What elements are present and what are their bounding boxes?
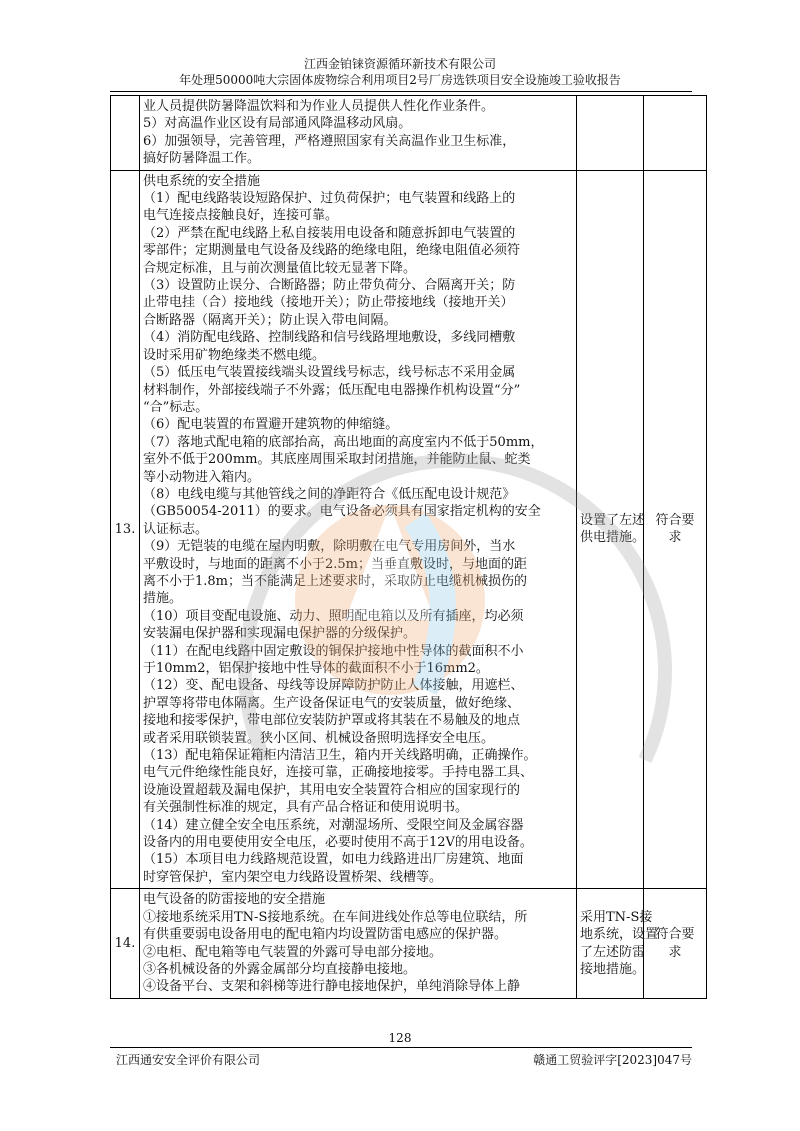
content-line: ①接地系统采用TN-S接地系统。在车间进线处作总等电位联结，所 (143, 909, 528, 925)
content-line: 零部件；定期测量电气设备及线路的绝缘电阻，绝缘电阻值必须符 (143, 243, 521, 259)
conclusion-line: 符合要 (655, 927, 695, 943)
content-line: 业人员提供防暑降温饮料和为作业人员提供人性化作业条件。 (143, 99, 495, 114)
content-line: 室外不低于200mm。其底座周围采取封闭措施，并能防止鼠、蛇类 (143, 452, 531, 468)
content-line: 安装漏电保护器和实现漏电保护器的分级保护。 (143, 626, 417, 642)
row-conclusion (644, 889, 707, 998)
conclusion-line: 求 (668, 944, 682, 960)
content-line: 6）加强领导，完善管理，严格遵照国家有关高温作业卫生标准， (143, 133, 516, 149)
row-result (577, 170, 644, 889)
table-row (111, 96, 707, 171)
content-line: 有供重要弱电设备用电的配电箱内均设置防雷电感应的保护器。 (143, 927, 508, 943)
content-line: （13）配电箱保证箱柜内清洁卫生，箱内开关线路明确，正确操作。 (143, 748, 537, 764)
content-line: （6）配电装置的布置避开建筑物的伸缩缝。 (143, 417, 399, 433)
content-line: （15）本项目电力线路规范设置，如电力线路进出厂房建筑、地面 (143, 852, 524, 868)
content-line: 认证标志。 (143, 521, 209, 537)
content-line: 搞好防暑降温工作。 (143, 151, 261, 167)
result-line: 接地措施。 (580, 961, 646, 977)
content-line: 等小动物进入箱内。 (143, 469, 261, 485)
row-number (111, 96, 140, 171)
content-line: （14）建立健全安全电压系统，对潮湿场所、受限空间及金属容器 (143, 817, 524, 833)
content-line: ②电柜、配电箱等电气装置的外露可导电部分接地。 (143, 944, 443, 960)
content-line: （2）严禁在配电线路上私自接装用电设备和随意拆卸电气装置的 (143, 225, 516, 241)
content-line: （8）电线电缆与其他管线之间的净距符合《低压配电设计规范》 (143, 486, 516, 502)
content-line: 时穿管保护，室内架空电力线路设置桥架、线槽等。 (143, 869, 443, 885)
result-line: 供电措施。 (580, 530, 646, 546)
row-content (140, 889, 577, 998)
header-report-title: 年处理50000吨大宗固体废物综合利用项目2号厂房选铁项目安全设施竣工验收报告 (179, 73, 621, 87)
content-line: （5）低压电气装置接线端头设置线号标志，线号标志不采用金属 (143, 365, 516, 381)
row-content (140, 170, 577, 889)
content-line: “合”标志。 (143, 399, 209, 415)
content-line: （1）配电线路装设短路保护、过负荷保护；电气装置和线路上的 (143, 191, 516, 207)
content-line: 护罩等将带电体隔离。生产设备保证电气的安装质量，做好绝缘、 (143, 695, 521, 711)
content-line: 接地和接零保护，带电部位安装防护罩或将其装在不易触及的地点 (143, 713, 521, 729)
content-line: 电气设备的防雷接地的安全措施 (143, 892, 326, 908)
footer-doc-code: 赣通工贸验评字[2023]047号 (533, 1053, 692, 1067)
result-line: 设置了左述 (580, 513, 646, 529)
header-rule (110, 91, 692, 92)
page-number: 128 (388, 1031, 412, 1045)
content-line: 有关强制性标准的规定，具有产品合格证和使用说明书。 (143, 800, 469, 816)
content-line: 止带电挂（合）接地线（接地开关）；防止带接地线（接地开关） (143, 295, 514, 311)
content-line: 合断路器（隔离开关）；防止误入带电间隔。 (143, 312, 397, 328)
result-line: 了左述防雷 (580, 944, 646, 960)
content-line: 设时采用矿物绝缘类不燃电缆。 (143, 347, 326, 363)
table-row (111, 889, 707, 998)
conclusion-line: 符合要 (655, 513, 695, 529)
row-result (577, 96, 644, 171)
row-number: 13. (111, 170, 140, 889)
content-line: 合规定标准，且与前次测量值比较无显著下降。 (143, 260, 417, 276)
row-content (140, 96, 577, 171)
content-line: 离不小于1.8m；当不能满足上述要求时，采取防止电缆机械损伤的 (143, 573, 528, 589)
content-line: 5）对高温作业区设有局部通风降温移动风扇。 (143, 116, 412, 132)
content-line: （4）消防配电线路、控制线路和信号线路埋地敷设，多线同槽敷 (143, 330, 516, 346)
content-line: （7）落地式配电箱的底部抬高，高出地面的高度室内不低于50mm， (143, 434, 544, 450)
conclusion-line: 求 (668, 530, 682, 546)
content-line: （GB50054-2011）的要求。电气设备必须具有国家指定机构的安全 (143, 504, 541, 520)
result-line: 地系统，设置 (580, 927, 659, 943)
row-conclusion (644, 170, 707, 889)
content-line: 措施。 (143, 591, 183, 607)
content-line: 设备内的用电要使用安全电压，必要时使用不高于12V的用电设备。 (143, 835, 533, 851)
content-line: 平敷设时，与地面的距离不小于2.5m；当垂直敷设时，与地面的距 (143, 556, 528, 572)
content-line: ④设备平台、支架和斜梯等进行静电接地保护，单纯消除导体上静 (143, 979, 521, 995)
row-conclusion (644, 96, 707, 171)
checklist-table (110, 95, 707, 999)
content-line: 设施设置超载及漏电保护，其用电安全装置符合相应的国家现行的 (143, 782, 521, 798)
content-line: （9）无铠装的电缆在屋内明敷，除明敷在电气专用房间外，当水 (143, 539, 516, 555)
row-result (577, 889, 659, 998)
content-line: 电气元件绝缘性能良好，连接可靠，正确接地接零。手持电器工具、 (143, 765, 534, 781)
content-line: （3）设置防止误分、合断路器；防止带负荷分、合隔离开关；防 (143, 278, 516, 294)
content-line: （11）在配电线路中固定敷设的铜保护接地中性导体的截面积不小 (143, 643, 524, 659)
table-row (111, 170, 707, 889)
content-line: 于10mm2，铝保护接地中性导体的截面积不小于16mm2。 (143, 661, 489, 676)
content-line: （12）变、配电设备、母线等设屏障防护防止人体接触，用遮栏、 (143, 678, 524, 694)
header-company: 江西金铂铼资源循环新技术有限公司 (303, 57, 496, 71)
content-line: 供电系统的安全措施 (143, 173, 261, 189)
content-line: （10）项目变配电设施、动力、照明配电箱以及所有插座，均必须 (143, 608, 524, 624)
result-line: 采用TN-S接 (580, 909, 653, 925)
content-line: 或者采用联锁装置。狭小区间、机械设备照明选择安全电压。 (143, 730, 495, 746)
content-line: ③各机械设备的外露金属部分均直接静电接地。 (143, 961, 417, 977)
content-line: 电气连接点接触良好，连接可靠。 (143, 208, 339, 224)
footer-evaluator: 江西通安安全评价有限公司 (116, 1053, 261, 1067)
row-number: 14. (111, 889, 140, 998)
content-line: 材料制作，外部接线端子不外露；低压配电电器操作机构设置“分” (143, 382, 521, 398)
footer-rule (110, 1047, 692, 1048)
